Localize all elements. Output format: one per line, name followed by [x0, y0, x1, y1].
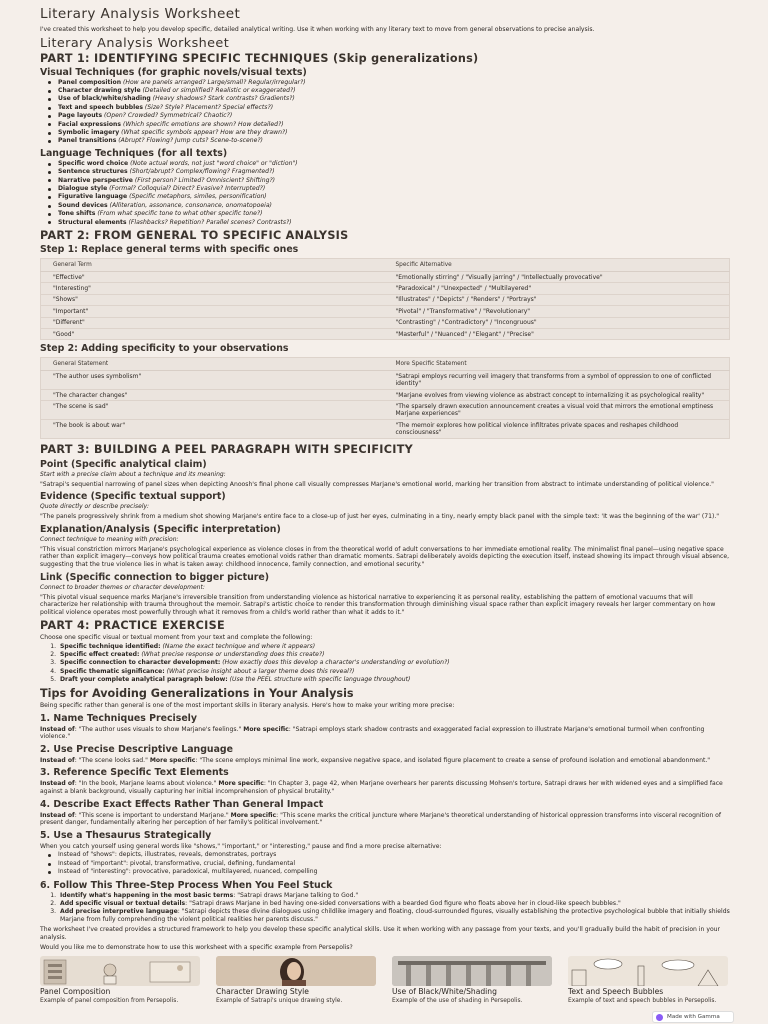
three-step-item: 3. Add precise interpretive language: "Satrapi depicts these divine dialogues using childlike imagery and floating, cloud-surrounded figures, visually establishing the protective psychological bubble that initially shields Marjane from fully comprehending the violent political realities her parents discuss.": [58, 908, 730, 924]
table-header: General Term: [41, 259, 384, 272]
shading-image: [392, 956, 552, 986]
closing-text: The worksheet I've created provides a structured framework to help you develop these specific analytical skills. Use it when working with any passage from your texts, and you'll gradually build the habit of precision in your analysis.: [40, 926, 721, 941]
tip6-heading: 6. Follow This Three-Step Process When You Feel Stuck: [40, 879, 333, 891]
language-technique-item: Structural elements (Flashbacks? Repetition? Parallel scenes? Contrasts?): [58, 219, 730, 227]
table-cell: "Pivotal" / "Transformative" / "Revolutionary": [384, 306, 730, 317]
step2-heading: Step 2: Adding specificity to your observations: [40, 343, 289, 355]
explanation-instruction: Connect technique to meaning with precision:: [40, 535, 179, 543]
visual-technique-item: Page layouts (Open? Crowded? Symmetrical? Chaotic?): [58, 112, 730, 120]
tip2-heading: 2. Use Precise Descriptive Language: [40, 743, 233, 755]
table-row: [41, 371, 730, 390]
table-cell: "Contrasting" / "Contradictory" / "Incongruous": [384, 317, 730, 328]
practice-item: 3. Specific connection to character development: (How exactly does this develop a character's understanding or evolution?): [58, 659, 730, 667]
three-step-item: 2. Add specific visual or textual details: "Satrapi draws Marjane in bed having one-sided conversations with a bearded God figure who floats above her in cloud-like speech bubbles.": [58, 900, 730, 908]
badge-label: Made with Gamma: [667, 1014, 720, 1020]
table-cell: "Interesting": [41, 283, 384, 294]
card-character-drawing[interactable]: [216, 956, 376, 1005]
card-description: Example of text and speech bubbles in Persepolis.: [568, 997, 717, 1004]
language-technique-item: Specific word choice (Note actual words, not just "word choice" or "diction"): [58, 160, 730, 168]
point-heading: Point (Specific analytical claim): [40, 458, 207, 470]
link-text: "This pivotal visual sequence marks Marjane's irreversible transition from understanding violence as historical narrative to experiencing it as personal reality, establishing the pattern of emotional vacuums that will characterize her relationship with trauma throughout the memoir. Satrapi's artistic choice to render this transformation through diminishing visual space rather than explicit imagery reveals her larger commentary on how political violence operates most powerfully through what it removes from a child's world rather than what it adds to it.": [40, 593, 716, 616]
part3-heading: PART 3: BUILDING A PEEL PARAGRAPH WITH SPECIFICITY: [40, 442, 414, 456]
part1-heading: PART 1: IDENTIFYING SPECIFIC TECHNIQUES (Skip generalizations): [40, 51, 479, 65]
link-heading: Link (Specific connection to bigger picture): [40, 571, 270, 583]
visual-technique-item: Use of black/white/shading (Heavy shadows? Stark contrasts? Gradients?): [58, 95, 730, 103]
part4-heading: PART 4: PRACTICE EXERCISE: [40, 619, 225, 633]
table-row: [41, 401, 730, 420]
intro-text: I've created this worksheet to help you develop specific, detailed analytical writing. Use it when working with any literary text to move from general observations to precise analysis.: [40, 26, 595, 33]
thesaurus-item: Instead of "interesting": provocative, paradoxical, multilayered, nuanced, compelling: [58, 868, 730, 876]
evidence-instruction: Quote directly or describe precisely:: [40, 503, 150, 511]
table-cell: "Paradoxical" / "Unexpected" / "Multilayered": [384, 283, 730, 294]
visual-technique-item: Symbolic imagery (What specific symbols appear? How are they drawn?): [58, 129, 730, 137]
language-technique-item: Dialogue style (Formal? Colloquial? Direct? Evasive? Interrupted?): [58, 185, 730, 193]
step1-heading: Step 1: Replace general terms with specific ones: [40, 244, 299, 256]
table-header: General Statement: [41, 358, 384, 371]
table-cell: "Satrapi employs recurring veil imagery that transforms from a symbol of oppression to one of conflicted identity": [384, 371, 730, 390]
table-row: [41, 420, 730, 439]
table-cell: "The character changes": [41, 390, 384, 401]
table-row: [41, 329, 730, 340]
tip5-intro: When you catch yourself using general words like "shows," "important," or "interesting," pause and find a more precise alternative:: [40, 842, 442, 850]
table-cell: "Emotionally stirring" / "Visually jarring" / "Intellectually provocative": [384, 272, 730, 283]
visual-technique-item: Character drawing style (Detailed or simplified? Realistic or exaggerated?): [58, 87, 730, 95]
language-techniques-list: [58, 160, 730, 227]
visual-technique-item: Text and speech bubbles (Size? Style? Placement? Special effects?): [58, 104, 730, 112]
language-techniques-heading: Language Techniques (for all texts): [40, 147, 228, 159]
table-cell: "Good": [41, 329, 384, 340]
table-row: [41, 390, 730, 401]
point-text: "Satrapi's sequential narrowing of panel sizes when depicting Anoosh's final phone call visually compresses Marjane's emotional world, marking her transition from abstract to intimate understanding of political violence.": [40, 480, 714, 488]
tip4-heading: 4. Describe Exact Effects Rather Than General Impact: [40, 798, 324, 810]
table-cell: "Important": [41, 306, 384, 317]
example-cards: [40, 956, 730, 1024]
explanation-heading: Explanation/Analysis (Specific interpretation): [40, 523, 281, 535]
card-description: Example of the use of shading in Persepolis.: [392, 997, 523, 1004]
card-title: Character Drawing Style: [216, 987, 309, 996]
tips-intro: Being specific rather than general is one of the most important skills in literary analysis. Here's how to make your writing more precise:: [40, 701, 455, 709]
language-technique-item: Figurative language (Specific metaphors, similes, personification): [58, 193, 730, 201]
point-instruction: Start with a precise claim about a technique and its meaning:: [40, 470, 226, 478]
tip2-text: Instead of: "The scene looks sad." More specific: "The scene employs minimal line work, expansive negative space, and isolated figure placement to create a sense of profound isolation and emotional abandonment.": [40, 756, 711, 764]
visual-technique-item: Facial expressions (Which specific emotions are shown? How detailed?): [58, 121, 730, 129]
table-cell: "Masterful" / "Nuanced" / "Elegant" / "Precise": [384, 329, 730, 340]
table-cell: "Marjane evolves from viewing violence as abstract concept to internalizing it as psychological reality": [384, 390, 730, 401]
table-cell: "Effective": [41, 272, 384, 283]
language-technique-item: Tone shifts (From what specific tone to what other specific tone?): [58, 210, 730, 218]
card-black-white-shading[interactable]: [392, 956, 552, 1005]
tip3-heading: 3. Reference Specific Text Elements: [40, 767, 229, 779]
explanation-text: "This visual constriction mirrors Marjane's psychological experience as violence closes in from the theoretical world of adult conversations to her immediate emotional reality. The minimalist final panel—using negative space rather than explicit imagery—conveys how political trauma creates emotional voids rather than dramatic moments. Satrapi deliberately avoids depicting the execution itself, instead showing its impact through visual absence, suggesting that the true violence lies in what is taken away: childhood innocence, family connection, and emotional security.": [40, 545, 730, 568]
visual-techniques-list: [58, 79, 730, 146]
part2-heading: PART 2: FROM GENERAL TO SPECIFIC ANALYSIS: [40, 229, 349, 243]
table-cell: "The author uses symbolism": [41, 371, 384, 390]
table-row: [41, 317, 730, 328]
card-panel-composition[interactable]: [40, 956, 200, 1005]
table-cell: "Shows": [41, 294, 384, 305]
card-description: Example of panel composition from Persepolis.: [40, 997, 179, 1004]
card-description: Example of Satrapi's unique drawing style.: [216, 997, 343, 1004]
language-technique-item: Sound devices (Alliteration, assonance, consonance, onomatopoeia): [58, 202, 730, 210]
table-row: [41, 283, 730, 294]
tip3-text: Instead of: "In the book, Marjane learns about violence." More specific: "In Chapter 3, page 42, when Marjane overhears her parents discussing Mohsen's torture, Satrapi draws her with widened eyes and a simplified face against a blank background, visually capturing her initial incomprehension of physical brutality.": [40, 780, 723, 795]
language-technique-item: Narrative perspective (First person? Limited? Omniscient? Shifting?): [58, 177, 730, 185]
worksheet: [40, 6, 730, 951]
three-step-item: 1. Identify what's happening in the most basic terms: "Satrapi draws Marjane talking to God.": [58, 892, 730, 900]
tip1-heading: 1. Name Techniques Precisely: [40, 712, 198, 724]
panel-composition-image: [40, 956, 200, 986]
practice-item: 5. Draft your complete analytical paragraph below: (Use the PEEL structure with specific language throughout): [58, 676, 730, 684]
table-header: More Specific Statement: [384, 358, 730, 371]
table-cell: "Different": [41, 317, 384, 328]
made-with-gamma-badge[interactable]: [652, 1011, 734, 1023]
tip4-text: Instead of: "This scene is important to understand Marjane." More specific: "This scene marks the critical juncture where Marjane's theoretical understanding of historical oppression transforms into visceral recognition of present danger, fundamentally altering her perception of her family's political involvement.": [40, 811, 722, 827]
character-drawing-image: [216, 956, 376, 986]
general-terms-table: [40, 258, 730, 340]
visual-techniques-heading: Visual Techniques (for graphic novels/visual texts): [40, 66, 307, 78]
practice-item: 2. Specific effect created: (What precise response or understanding does this create?): [58, 651, 730, 659]
card-title: Panel Composition: [40, 987, 111, 996]
three-step-list: [58, 892, 730, 925]
statements-table: [40, 357, 730, 438]
tips-heading: Tips for Avoiding Generalizations in Your Analysis: [40, 686, 354, 700]
card-title: Text and Speech Bubbles: [568, 987, 664, 996]
gamma-logo-icon: [656, 1014, 663, 1021]
thesaurus-list: [58, 851, 730, 876]
tip5-heading: 5. Use a Thesaurus Strategically: [40, 829, 212, 841]
table-cell: "The scene is sad": [41, 401, 384, 420]
thesaurus-item: Instead of "shows": depicts, illustrates, reveals, demonstrates, portrays: [58, 851, 730, 859]
evidence-heading: Evidence (Specific textual support): [40, 491, 226, 503]
visual-technique-item: Panel transitions (Abrupt? Flowing? Jump cuts? Scene-to-scene?): [58, 137, 730, 145]
part4-intro: Choose one specific visual or textual moment from your text and complete the following:: [40, 634, 313, 642]
practice-item: 4. Specific thematic significance: (What precise insight about a larger theme does this reveal?): [58, 668, 730, 676]
evidence-text: "The panels progressively shrink from a medium shot showing Marjane's entire face to a close-up of just her eyes, culminating in a tiny, nearly empty black panel with the simple text: 'It was the beginning of the war' (71).": [40, 513, 720, 521]
thesaurus-item: Instead of "important": pivotal, transformative, crucial, defining, fundamental: [58, 860, 730, 868]
worksheet-title: Literary Analysis Worksheet: [40, 35, 230, 51]
table-header: Specific Alternative: [384, 259, 730, 272]
table-cell: "The memoir explores how political violence infiltrates private spaces and reshapes childhood consciousness": [384, 420, 730, 439]
table-cell: "Illustrates" / "Depicts" / "Renders" / "Portrays": [384, 294, 730, 305]
table-row: [41, 272, 730, 283]
page-title: Literary Analysis Worksheet: [40, 6, 241, 22]
language-technique-item: Sentence structures (Short/abrupt? Complex/flowing? Fragmented?): [58, 168, 730, 176]
visual-technique-item: Panel composition (How are panels arranged? Large/small? Regular/irregular?): [58, 79, 730, 87]
tip1-text: Instead of: "The author uses visuals to show Marjane's feelings." More specific: "Satrapi employs stark shadow contrasts and exaggerated facial expression to illustrate Marjane's emotional turmoil when confronting violence.": [40, 725, 705, 741]
practice-item: 1. Specific technique identified: (Name the exact technique and where it appears): [58, 643, 730, 651]
table-cell: "The sparsely drawn execution announcement creates a visual void that mirrors the emotional emptiness Marjane experiences": [384, 401, 730, 420]
table-row: [41, 306, 730, 317]
table-row: [41, 294, 730, 305]
closing-question: Would you like me to demonstrate how to use this worksheet with a specific example from Persepolis?: [40, 943, 353, 951]
card-title: Use of Black/White/Shading: [392, 987, 497, 996]
speech-bubbles-image: [568, 956, 728, 986]
practice-list: [58, 643, 730, 684]
card-text-speech-bubbles[interactable]: [568, 956, 728, 1005]
link-instruction: Connect to broader themes or character development:: [40, 583, 205, 591]
table-cell: "The book is about war": [41, 420, 384, 439]
